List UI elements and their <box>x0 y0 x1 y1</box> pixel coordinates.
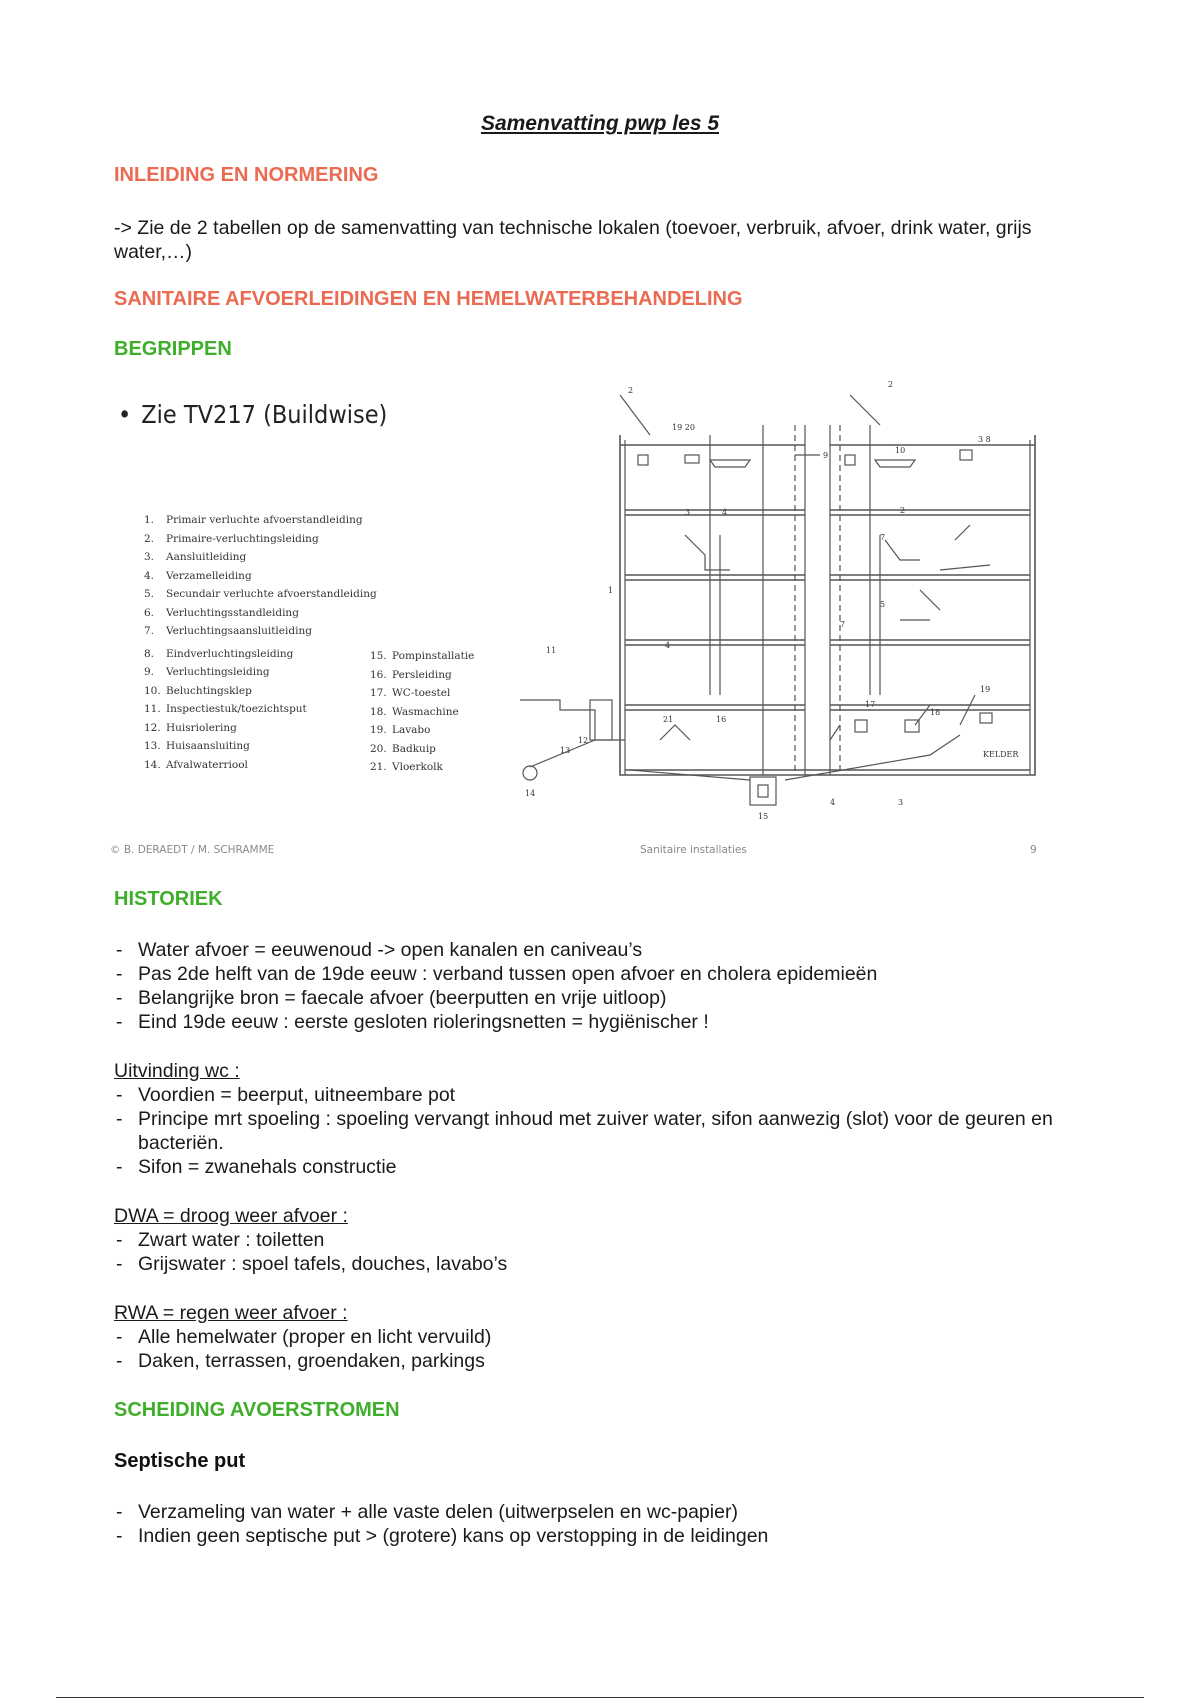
legend-item: 1. Primair verluchte afvoerstandleiding <box>144 514 363 526</box>
list-item: - Eind 19de eeuw : eerste gesloten rioleringsnetten = hygiënischer ! <box>114 1010 1094 1034</box>
legend-item: 17. WC-toestel <box>370 687 451 699</box>
legend-item: 21. Vloerkolk <box>370 761 443 773</box>
legend-item: 2. Primaire-verluchtingsleiding <box>144 532 319 545</box>
legend-left <box>144 511 377 774</box>
svg-text:1: 1 <box>608 586 614 595</box>
drainage-diagram <box>500 380 1040 835</box>
list-item: - Principe mrt spoeling : spoeling vervangt inhoud met zuiver water, sifon aanwezig (slot) voor de geuren en bacteriën. <box>114 1107 1094 1155</box>
legend-item: 11. Inspectiestuk/toezichtsput <box>144 703 307 715</box>
legend-item: 14. Afvalwaterriool <box>144 758 248 771</box>
legend-item: 13. Huisaansluiting <box>144 740 250 752</box>
svg-text:7: 7 <box>840 620 846 629</box>
dwa-section <box>114 1204 1094 1276</box>
slide-footer-credit: © B. DERAEDT / M. SCHRAMME <box>110 844 275 856</box>
svg-text:9: 9 <box>823 451 829 460</box>
heading-scheiding: SCHEIDING AVOERSTROMEN <box>114 1399 400 1421</box>
svg-text:14: 14 <box>525 789 536 798</box>
legend-item: 20. Badkuip <box>370 742 436 755</box>
list-item: - Daken, terrassen, groendaken, parkings <box>114 1349 1094 1373</box>
svg-text:21: 21 <box>663 715 674 724</box>
list-item: - Sifon = zwanehals constructie <box>114 1155 1094 1179</box>
inleiding-text: -> Zie de 2 tabellen op de samenvatting van technische lokalen (toevoer, verbruik, afvoer, drink water, grijs water,…) <box>114 217 1032 263</box>
legend-item: 5. Secundair verluchte afvoerstandleiding <box>144 588 377 600</box>
rwa-section <box>114 1301 1094 1373</box>
legend-item: 16. Persleiding <box>370 668 452 681</box>
list-item: - Indien geen septische put > (grotere) kans op verstopping in de leidingen <box>114 1524 1094 1548</box>
svg-text:11: 11 <box>546 646 557 655</box>
wc-section <box>114 1059 1094 1179</box>
heading-begrippen: BEGRIPPEN <box>114 338 232 360</box>
heading-sanitaire: SANITAIRE AFVOERLEIDINGEN EN HEMELWATERBEHANDELING <box>114 288 743 310</box>
legend-item: 4. Verzamelleiding <box>144 569 252 582</box>
svg-text:16: 16 <box>716 715 727 724</box>
list-item: - Pas 2de helft van de 19de eeuw : verband tussen open afvoer en cholera epidemieën <box>114 962 1094 986</box>
svg-text:3: 3 <box>685 508 691 517</box>
legend-item: 15. Pompinstallatie <box>370 650 475 662</box>
svg-text:12: 12 <box>578 736 589 745</box>
page-bottom-rule <box>56 1697 1144 1698</box>
heading-historiek: HISTORIEK <box>114 888 223 910</box>
bullet-dot: • <box>118 400 132 429</box>
svg-text:2: 2 <box>900 506 906 515</box>
legend-item: 9. Verluchtingsleiding <box>144 666 270 678</box>
svg-text:10: 10 <box>895 446 906 455</box>
svg-text:18: 18 <box>930 708 941 717</box>
svg-text:4: 4 <box>665 641 671 650</box>
svg-text:7: 7 <box>880 533 886 542</box>
svg-text:4: 4 <box>722 508 728 517</box>
svg-text:19 20: 19 20 <box>672 423 695 432</box>
list-item: - Grijswater : spoel tafels, douches, lavabo’s <box>114 1252 1094 1276</box>
list-item: - Verzameling van water + alle vaste delen (uitwerpselen en wc-papier) <box>114 1500 1094 1524</box>
list-item: - Alle hemelwater (proper en licht vervuild) <box>114 1325 1094 1349</box>
legend-item: 3. Aansluitleiding <box>144 551 247 563</box>
svg-text:15: 15 <box>758 812 769 821</box>
svg-text:2: 2 <box>888 380 894 389</box>
wc-title: Uitvinding wc : <box>114 1060 240 1082</box>
document-title: Samenvatting pwp les 5 <box>480 112 720 135</box>
svg-text:17: 17 <box>865 700 876 709</box>
legend-item: 18. Wasmachine <box>370 705 459 718</box>
legend-item: 19. Lavabo <box>370 724 431 736</box>
svg-text:3: 3 <box>898 798 904 807</box>
legend-item: 6. Verluchtingsstandleiding <box>144 606 299 619</box>
legend-item: 8. Eindverluchtingsleiding <box>144 647 294 660</box>
kelder-label: KELDER <box>983 750 1019 759</box>
legend-item: 10. Beluchtingsklep <box>144 684 252 697</box>
list-item: - Voordien = beerput, uitneembare pot <box>114 1083 1094 1107</box>
septisch-list <box>114 1500 1094 1548</box>
list-item: - Water afvoer = eeuwenoud -> open kanalen en caniveau’s <box>114 938 1094 962</box>
svg-text:5: 5 <box>880 600 886 609</box>
rwa-title: RWA = regen weer afvoer : <box>114 1302 348 1324</box>
svg-text:3 8: 3 8 <box>978 435 991 444</box>
heading-inleiding: INLEIDING EN NORMERING <box>114 164 379 186</box>
legend-right <box>370 647 474 777</box>
svg-text:4: 4 <box>830 798 836 807</box>
svg-text:2: 2 <box>628 386 634 395</box>
slide-footer-title: Sanitaire installaties <box>640 844 747 856</box>
list-item: - Zwart water : toiletten <box>114 1228 1094 1252</box>
list-item: - Belangrijke bron = faecale afvoer (beerputten en vrije uitloop) <box>114 986 1094 1010</box>
slide-bullet <box>118 400 387 429</box>
svg-text:13: 13 <box>560 746 571 755</box>
historiek-list <box>114 938 1094 1034</box>
legend-item: 7. Verluchtingsaansluitleiding <box>144 625 312 637</box>
legend-item: 12. Huisriolering <box>144 721 237 734</box>
slide-page-number: 9 <box>1030 844 1037 856</box>
svg-text:19: 19 <box>980 685 991 694</box>
dwa-title: DWA = droog weer afvoer : <box>114 1205 348 1227</box>
heading-septische-put: Septische put <box>114 1450 246 1472</box>
slide-bullet-text: Zie TV217 (Buildwise) <box>141 400 388 429</box>
